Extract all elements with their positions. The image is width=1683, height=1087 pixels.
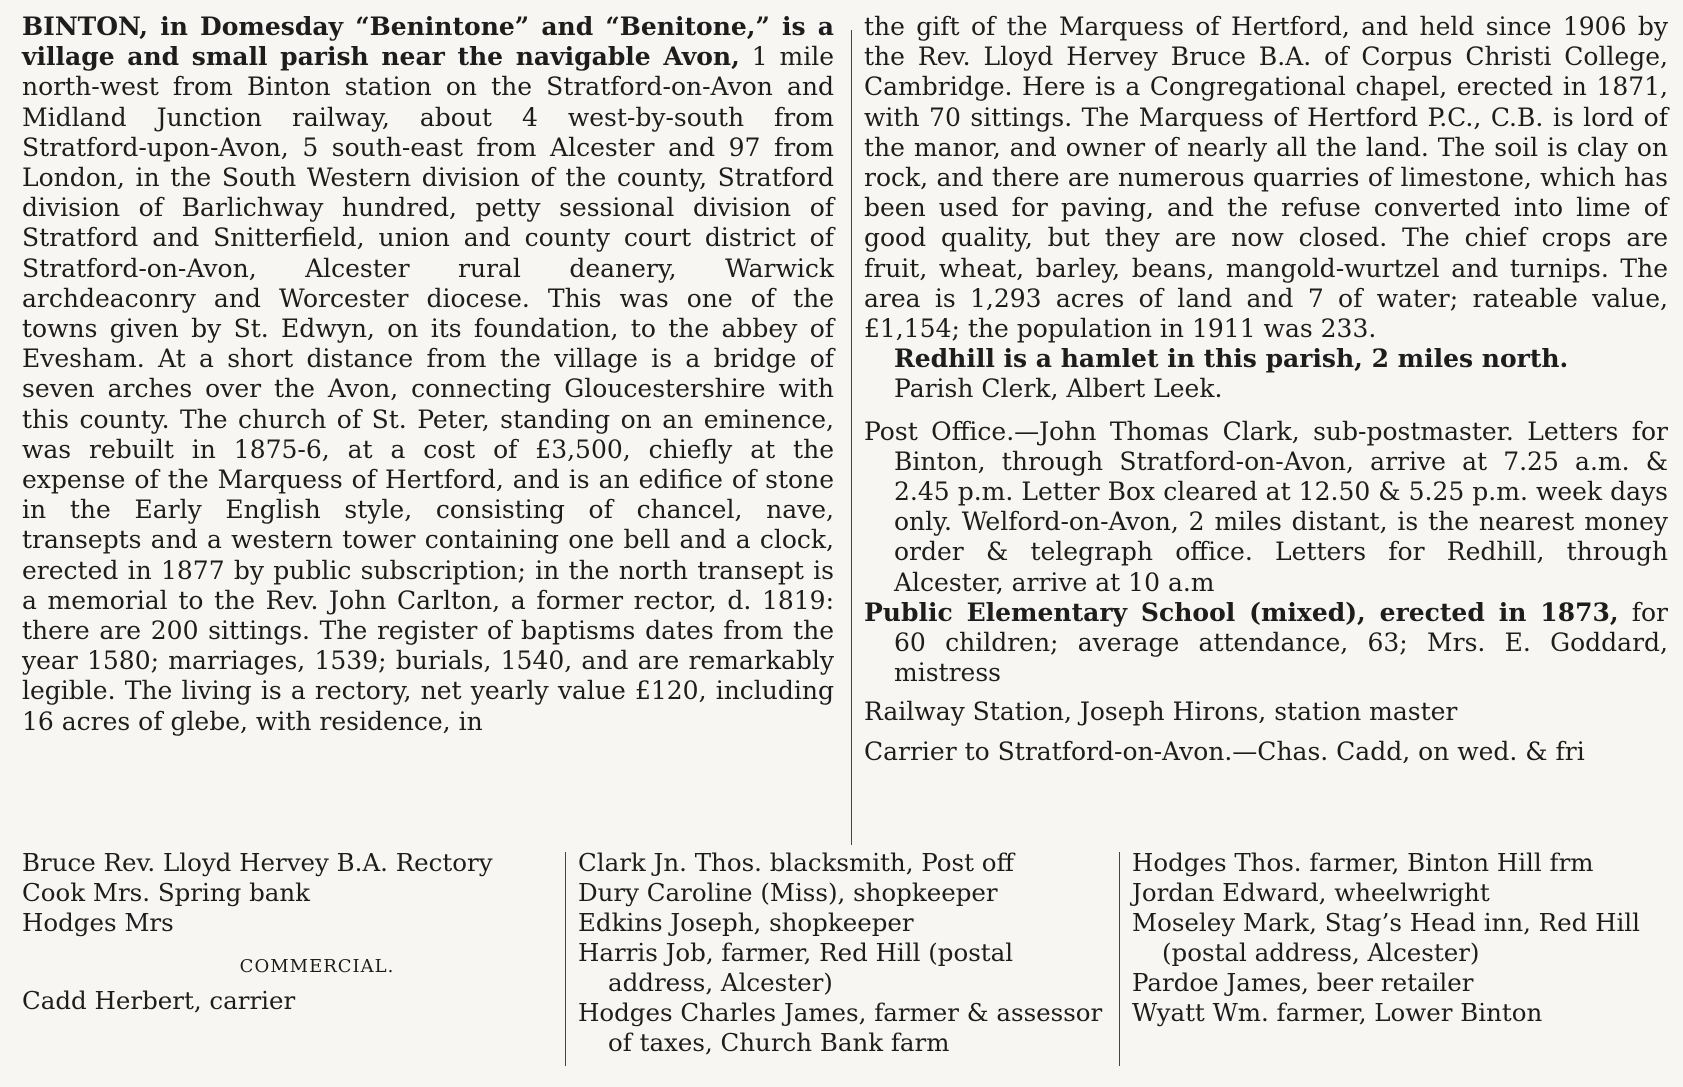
list-item: Jordan Edward, wheelwright <box>1132 878 1490 907</box>
list-item: Harris Job, farmer, Red Hill (postal address, Alcester) <box>578 938 1014 997</box>
school-details: for 60 children; average attendance, 63; Mrs. E. Goddard, mistress <box>894 597 1669 688</box>
directory-column-1 <box>22 848 552 1016</box>
directory-column-2 <box>578 848 1122 1058</box>
column-divider <box>565 852 566 1066</box>
list-item: Cadd Herbert, carrier <box>22 986 296 1015</box>
private-residents <box>22 848 552 938</box>
hamlet-note: Redhill is a hamlet in this parish, 2 miles north. <box>894 344 1569 374</box>
school-entry <box>864 598 1668 689</box>
carrier-entry: Carrier to Stratford-on-Avon.—Chas. Cadd, on wed. & fri <box>864 736 1585 766</box>
directory-column-3 <box>1132 848 1668 1028</box>
railway-station: Railway Station, Joseph Hirons, station master <box>864 697 1458 727</box>
list-item: Dury Caroline (Miss), shopkeeper <box>578 878 998 907</box>
place-heading: BINTON, <box>22 12 149 41</box>
list-item: Moseley Mark, Stag’s Head inn, Red Hill (postal address, Alcester) <box>1132 908 1640 967</box>
entry-lead: in Domesday “Benintone” and “Benitone,” is a village and small parish near the navigable Avon, <box>22 12 834 72</box>
residents-directory <box>22 848 1668 1078</box>
school-name: Public Elementary School (mixed), erected in 1873, <box>864 597 1619 627</box>
entry-left-column <box>22 12 834 737</box>
column-divider <box>851 30 852 845</box>
list-item: Wyatt Wm. farmer, Lower Binton <box>1132 998 1543 1027</box>
commercial-heading: COMMERCIAL. <box>239 956 395 977</box>
list-item: Clark Jn. Thos. blacksmith, Post off <box>578 848 1014 877</box>
post-office: Post Office.—John Thomas Clark, sub-postmaster. Letters for Binton, through Stratford-on-Avon, arrive at 7.25 a.m. & 2.45 p.m. Letter Box cleared at 12.50 & 5.25 p.m. week days only. Welford-on-Avon, 2 miles distant, is the nearest money order & telegraph office. Letters for Redhill, through Alcester, arrive at 10 a.m <box>864 416 1668 597</box>
entry-continuation: the gift of the Marquess of Hertford, and held since 1906 by the Rev. Lloyd Hervey Bruce B.A. of Corpus Christi College, Cambridge. Here is a Congregational chapel, erected in 1871, with 70 sittings. The Marquess of Hertford P.C., C.B. is lord of the manor, and owner of nearly all the land. The soil is clay on rock, and there are numerous quarries of limestone, which has been used for paving, and the refuse converted into lime of good quality, but they are now closed. The chief crops are fruit, wheat, barley, beans, mangold-wurtzel and turnips. The area is 1,293 acres of land and 7 of water; rateable value, £1,154; the population in 1911 was 233. <box>864 12 1668 344</box>
entry-paragraph <box>22 12 834 737</box>
list-item: Hodges Thos. farmer, Binton Hill frm <box>1132 848 1594 877</box>
parish-clerk: Parish Clerk, Albert Leek. <box>894 374 1223 404</box>
entry-body: 1 mile north-west from Binton station on the Stratford-on-Avon and Midland Junction railway, about 4 west-by-south from Stratford-upon-Avon, 5 south-east from Alcester and 97 from London, in the South Western division of the county, Stratford division of Barlichway hundred, petty sessional division of Stratford and Snitterfield, union and county court district of Stratford-on-Avon, Alcester rural deanery, Warwick archdeaconry and Worcester diocese. This was one of the towns given by St. Edwyn, on its foundation, to the abbey of Evesham. At a short distance from the village is a bridge of seven arches over the Avon, connecting Gloucestershire with this county. The church of St. Peter, standing on an eminence, was rebuilt in 1875-6, at a cost of £3,500, chiefly at the expense of the Marquess of Hertford, and is an edifice of stone in the Early English style, consisting of chancel, nave, transepts and a western tower containing one bell and a clock, erected in 1877 by public subscription; in the north transept is a memorial to the Rev. John Carlton, a former rector, d. 1819: there are 200 sittings. The register of baptisms dates from the year 1580; marriages, 1539; burials, 1540, and are remarkably legible. The living is a rectory, net yearly value £120, including 16 acres of glebe, with residence, in <box>22 42 834 736</box>
list-item: Edkins Joseph, shopkeeper <box>578 908 914 937</box>
list-item: Cook Mrs. Spring bank <box>22 878 311 907</box>
entry-right-column <box>864 12 1668 767</box>
parish-entry <box>22 12 1668 834</box>
list-item: Bruce Rev. Lloyd Hervey B.A. Rectory <box>22 848 493 877</box>
list-item: Hodges Charles James, farmer & assessor of taxes, Church Bank farm <box>578 998 1103 1057</box>
list-item: Pardoe James, beer retailer <box>1132 968 1474 997</box>
column-divider <box>1119 852 1120 1066</box>
list-item: Hodges Mrs <box>22 908 174 937</box>
